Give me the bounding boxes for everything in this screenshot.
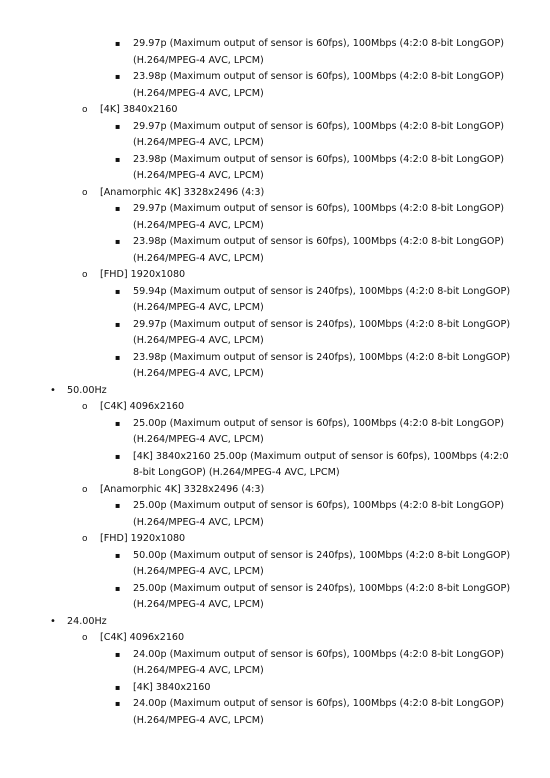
resolution-list — [0, 36, 550, 383]
format-list — [0, 548, 550, 614]
bullet-square-icon: ▪ — [115, 154, 121, 164]
bullet-square-icon: ▪ — [115, 352, 121, 362]
resolution-item-continued — [0, 36, 550, 102]
bullet-circle-icon: o — [82, 187, 88, 198]
bullet-circle-icon: o — [82, 534, 88, 544]
bullet-square-icon: ▪ — [115, 649, 121, 659]
format-text: 29.97p (Maximum output of sensor is 60fps), 100Mbps (4:2:0 8-bit LongGOP) (H.264/MPEG-4 AVC, LPCM) — [133, 203, 504, 231]
format-text: 24.00p (Maximum output of sensor is 60fps), 100Mbps (4:2:0 8-bit LongGOP) (H.264/MPEG-4 AVC, LPCM) — [133, 698, 504, 726]
format-list — [0, 201, 550, 267]
frequency-list — [0, 36, 550, 729]
bullet-square-icon: ▪ — [115, 319, 121, 329]
format-text: 25.00p (Maximum output of sensor is 240fps), 100Mbps (4:2:0 8-bit LongGOP) (H.264/MPEG-4 AVC, LPCM) — [133, 582, 511, 610]
bullet-square-icon: ▪ — [115, 699, 121, 708]
resolution-label: [Anamorphic 4K] 3328x2496 (4:3) — [100, 483, 265, 495]
format-item — [0, 416, 550, 449]
frequency-item-continued — [0, 36, 550, 383]
document-page — [0, 36, 550, 729]
format-text: 25.00p (Maximum output of sensor is 60fps), 100Mbps (4:2:0 8-bit LongGOP) (H.264/MPEG-4 AVC, LPCM) — [133, 500, 504, 528]
bullet-square-icon: ▪ — [115, 501, 121, 510]
format-item — [0, 119, 550, 152]
format-text: 23.98p (Maximum output of sensor is 60fps), 100Mbps (4:2:0 8-bit LongGOP) (H.264/MPEG-4 AVC, LPCM) — [133, 153, 504, 181]
resolution-item — [0, 185, 550, 268]
resolution-item — [0, 102, 550, 185]
format-item — [0, 581, 550, 614]
format-item — [0, 498, 550, 531]
frequency-label: 24.00Hz — [67, 615, 107, 627]
format-text: 29.97p (Maximum output of sensor is 60fps), 100Mbps (4:2:0 8-bit LongGOP) (H.264/MPEG-4 AVC, LPCM) — [133, 120, 504, 148]
bullet-square-icon: ▪ — [115, 583, 121, 593]
frequency-label: 50.00Hz — [67, 384, 107, 396]
resolution-list — [0, 399, 550, 614]
bullet-circle-icon: o — [82, 105, 88, 115]
format-item — [0, 69, 550, 102]
format-text: 50.00p (Maximum output of sensor is 240fps), 100Mbps (4:2:0 8-bit LongGOP) (H.264/MPEG-4 AVC, LPCM) — [133, 549, 511, 577]
resolution-list — [0, 630, 550, 729]
resolution-label: [C4K] 4096x2160 — [100, 401, 185, 412]
resolution-label: [C4K] 4096x2160 — [100, 632, 185, 643]
format-text: 59.94p (Maximum output of sensor is 240fps), 100Mbps (4:2:0 8-bit LongGOP) (H.264/MPEG-4 AVC, LPCM) — [133, 285, 511, 313]
format-list — [0, 416, 550, 482]
format-item — [0, 284, 550, 317]
format-list — [0, 647, 550, 730]
bullet-circle-icon: o — [82, 270, 88, 280]
format-text: 24.00p (Maximum output of sensor is 60fps), 100Mbps (4:2:0 8-bit LongGOP) (H.264/MPEG-4 AVC, LPCM) — [133, 648, 504, 676]
bullet-square-icon: ▪ — [115, 286, 121, 296]
resolution-item — [0, 630, 550, 729]
frequency-item — [0, 614, 550, 730]
resolution-item — [0, 267, 550, 383]
bullet-disc-icon: • — [50, 615, 56, 627]
resolution-label: [FHD] 1920x1080 — [100, 533, 186, 544]
format-item — [0, 449, 550, 482]
bullet-square-icon: ▪ — [115, 550, 121, 560]
format-item — [0, 548, 550, 581]
bullet-square-icon: ▪ — [115, 121, 121, 131]
format-item — [0, 317, 550, 350]
format-list — [0, 119, 550, 185]
resolution-item — [0, 482, 550, 532]
format-text: 29.97p (Maximum output of sensor is 240fps), 100Mbps (4:2:0 8-bit LongGOP) (H.264/MPEG-4 AVC, LPCM) — [133, 318, 511, 346]
format-text: [4K] 3840x2160 25.00p (Maximum output of sensor is 60fps), 100Mbps (4:2:0 8-bit LongGOP) (H.264/MPEG-4 AVC, LPCM) — [133, 450, 509, 478]
format-item — [0, 234, 550, 267]
format-item — [0, 36, 550, 69]
format-item — [0, 696, 550, 729]
bullet-square-icon: ▪ — [115, 39, 121, 48]
frequency-item — [0, 383, 550, 614]
resolution-label: [FHD] 1920x1080 — [100, 269, 186, 280]
bullet-circle-icon: o — [82, 484, 88, 495]
resolution-label: [Anamorphic 4K] 3328x2496 (4:3) — [100, 186, 265, 198]
bullet-square-icon: ▪ — [115, 451, 121, 461]
bullet-circle-icon: o — [82, 633, 88, 643]
format-text: 23.98p (Maximum output of sensor is 240fps), 100Mbps (4:2:0 8-bit LongGOP) (H.264/MPEG-4 AVC, LPCM) — [133, 351, 511, 379]
resolution-label: [4K] 3840x2160 — [100, 104, 178, 115]
bullet-square-icon: ▪ — [115, 237, 121, 246]
bullet-square-icon: ▪ — [115, 418, 121, 428]
format-item — [0, 647, 550, 680]
format-item — [0, 201, 550, 234]
bullet-disc-icon: • — [50, 384, 56, 396]
format-list — [0, 498, 550, 531]
format-list — [0, 284, 550, 383]
resolution-item — [0, 399, 550, 482]
bullet-square-icon: ▪ — [115, 682, 121, 692]
format-item — [0, 350, 550, 383]
format-text: [4K] 3840x2160 — [133, 681, 211, 693]
resolution-item — [0, 531, 550, 614]
format-text: 25.00p (Maximum output of sensor is 60fps), 100Mbps (4:2:0 8-bit LongGOP) (H.264/MPEG-4 AVC, LPCM) — [133, 417, 504, 445]
format-list — [0, 36, 550, 102]
bullet-square-icon: ▪ — [115, 72, 121, 81]
bullet-circle-icon: o — [82, 402, 88, 412]
format-item — [0, 152, 550, 185]
format-item — [0, 680, 550, 697]
bullet-square-icon: ▪ — [115, 204, 121, 213]
format-text: 29.97p (Maximum output of sensor is 60fps), 100Mbps (4:2:0 8-bit LongGOP) (H.264/MPEG-4 AVC, LPCM) — [133, 38, 504, 66]
format-text: 23.98p (Maximum output of sensor is 60fps), 100Mbps (4:2:0 8-bit LongGOP) (H.264/MPEG-4 AVC, LPCM) — [133, 71, 504, 99]
format-text: 23.98p (Maximum output of sensor is 60fps), 100Mbps (4:2:0 8-bit LongGOP) (H.264/MPEG-4 AVC, LPCM) — [133, 236, 504, 264]
